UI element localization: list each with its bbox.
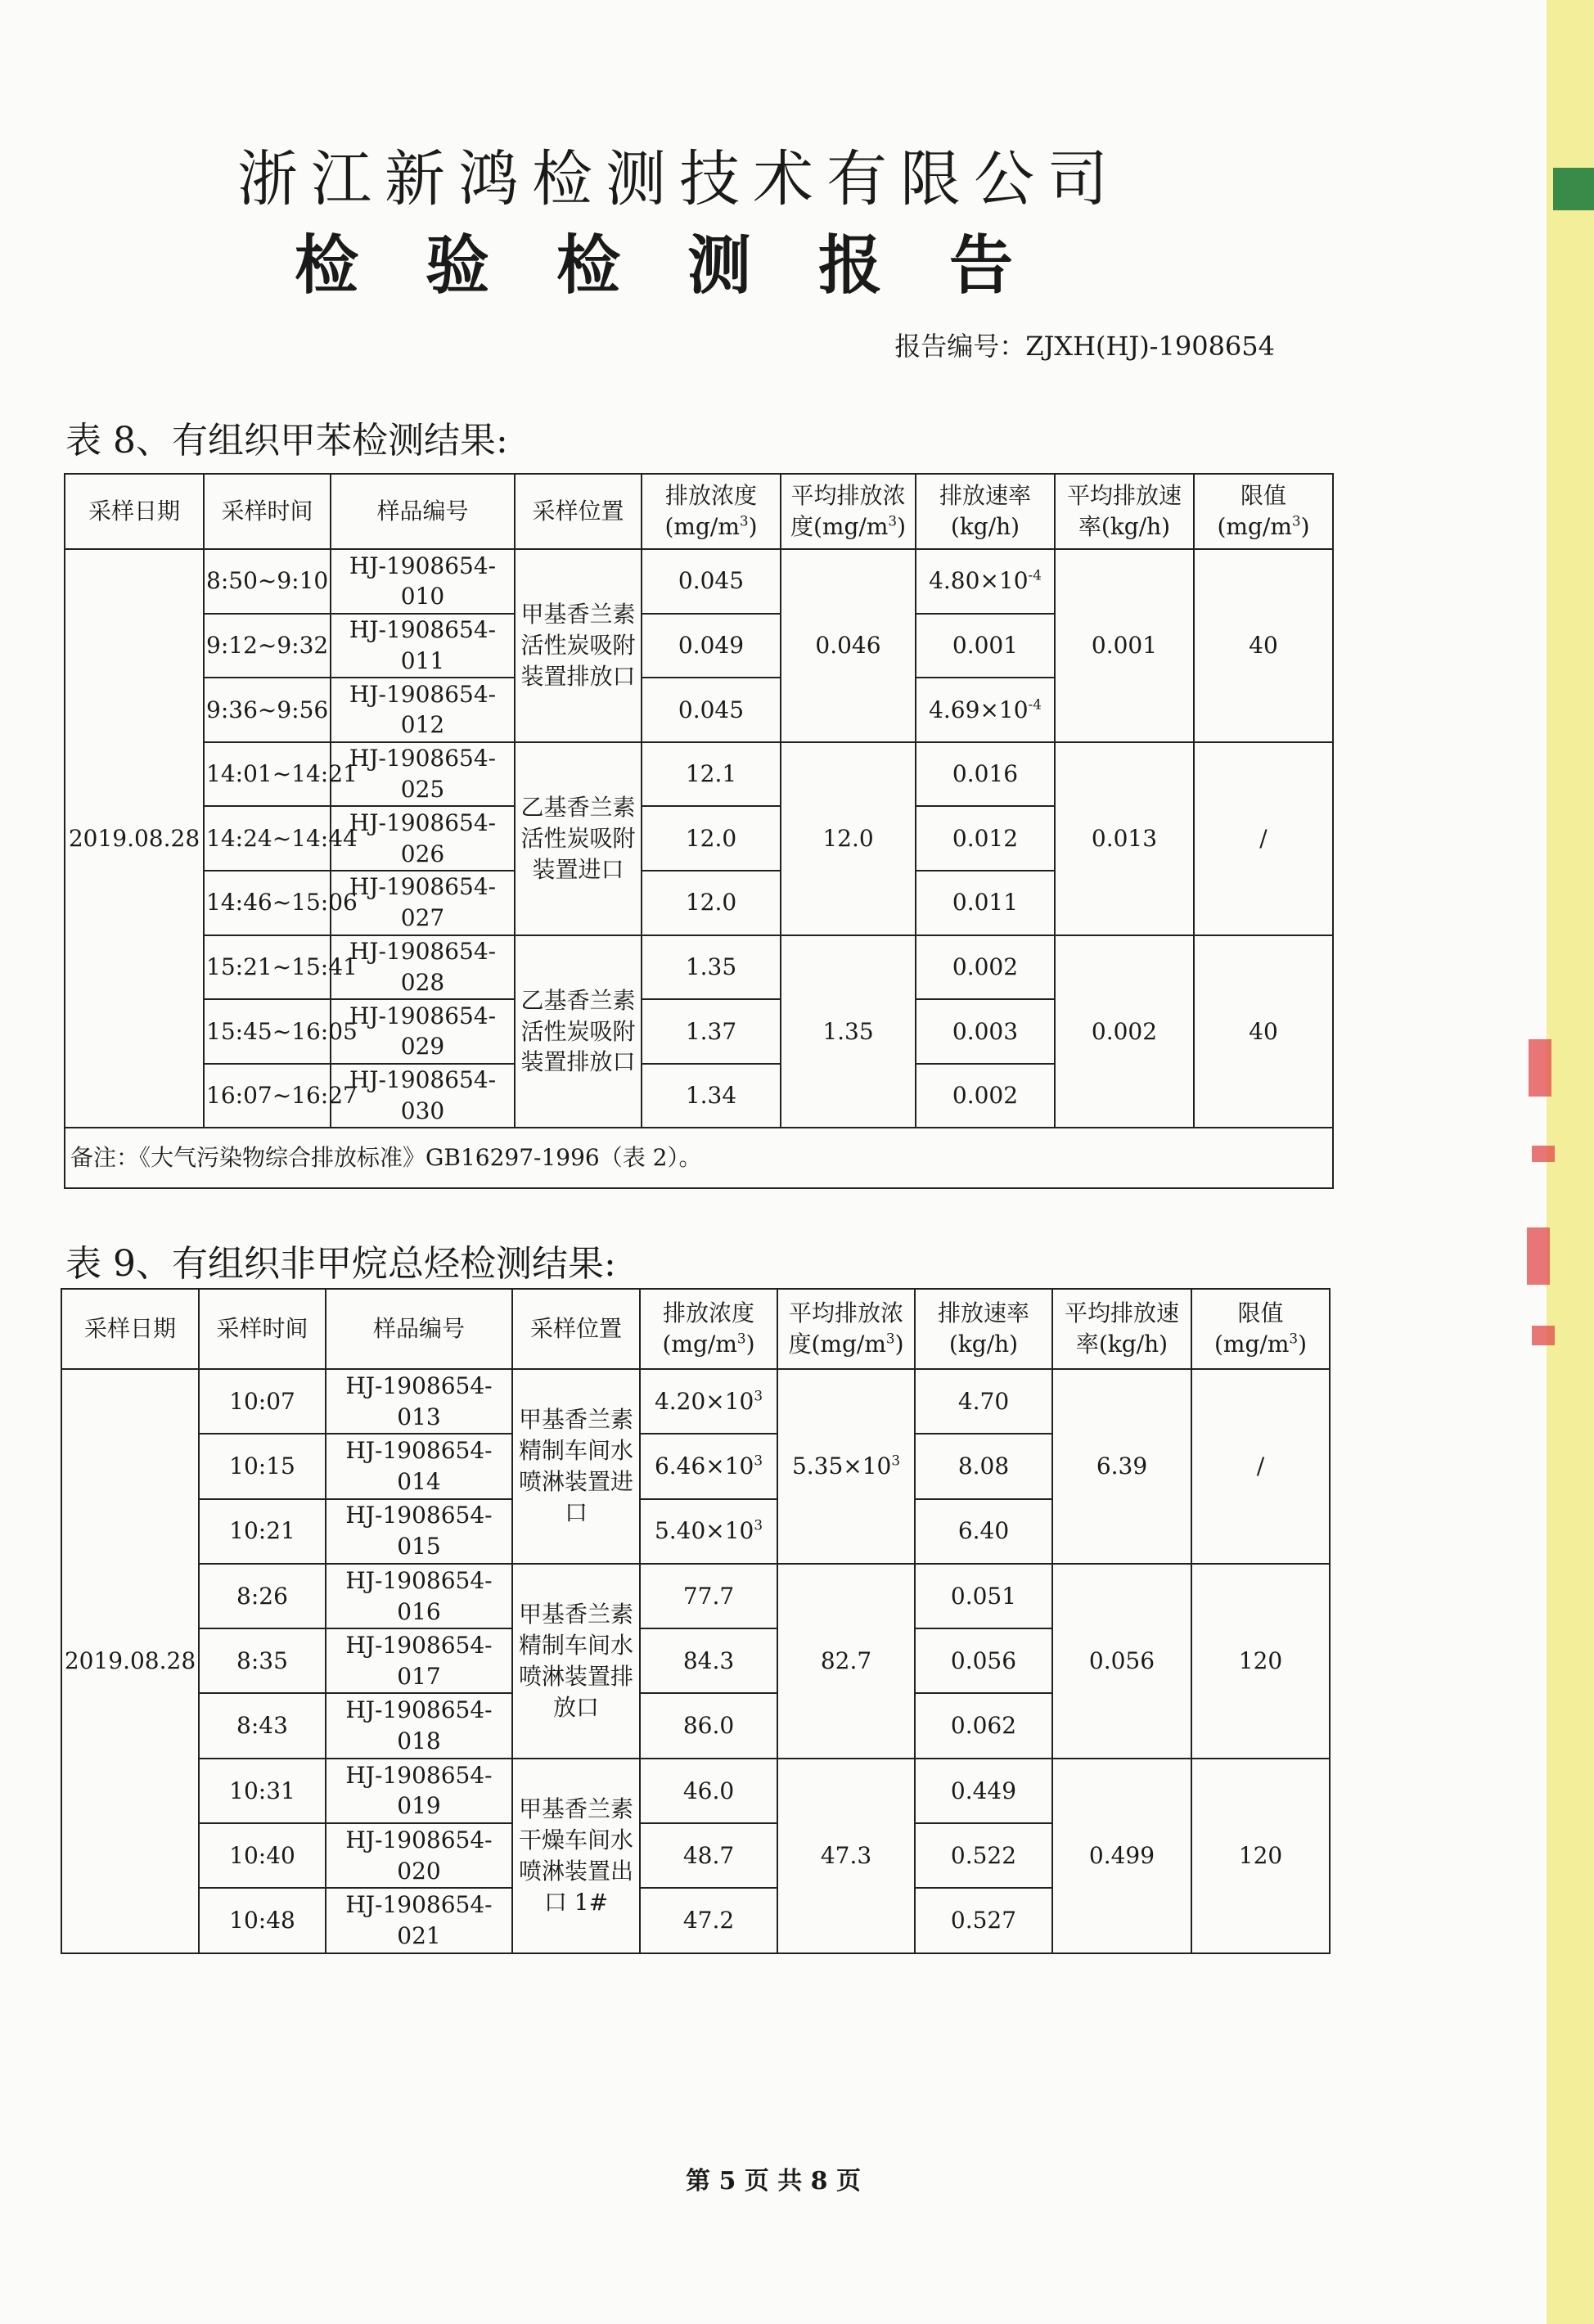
emission-conc-cell [640, 1823, 777, 1888]
sampling-location-cell: 乙基香兰素活性炭吸附装置进口 [515, 742, 642, 935]
sample-id-cell: HJ-1908654-030 [331, 1064, 515, 1128]
emission-conc-cell-value: 84.3 [682, 1646, 735, 1674]
emission-rate-cell: 0.527 [915, 1888, 1052, 1952]
sampling-time-cell: 15:45~16:05 [204, 999, 331, 1064]
sample-id-cell: HJ-1908654-020 [326, 1823, 512, 1888]
emission-conc-cell [640, 1564, 777, 1628]
limit-cell: / [1194, 742, 1333, 935]
sampling-location-cell: 乙基香兰素活性炭吸附装置排放口 [515, 935, 642, 1128]
emission-rate-cell-exponent: -4 [1028, 696, 1042, 713]
sampling-location-cell: 甲基香兰素活性炭吸附装置排放口 [515, 549, 642, 742]
avg-conc-cell-exponent: 3 [891, 1452, 901, 1469]
col-avg-rate-header: 平均排放速 率(kg/h) [1052, 1289, 1191, 1369]
green-tab-edge [1553, 168, 1594, 210]
sampling-time-cell: 10:07 [199, 1369, 326, 1434]
sample-id-cell: HJ-1908654-028 [331, 935, 515, 1000]
emission-rate-cell: 8.08 [915, 1434, 1052, 1498]
col-sample-id-header: 样品编号 [331, 474, 515, 549]
table-row [65, 742, 1333, 807]
sampling-time-cell: 8:43 [199, 1693, 326, 1758]
emission-rate-cell-value: 0.002 [952, 953, 1019, 980]
emission-conc-cell-value: 47.2 [682, 1907, 735, 1934]
note-row [65, 1128, 1333, 1188]
sample-id-cell: HJ-1908654-027 [331, 871, 515, 935]
emission-rate-cell [916, 614, 1055, 678]
sampling-time-cell: 10:31 [199, 1759, 326, 1823]
red-stamp-fragment [1532, 1146, 1555, 1162]
sampling-date-cell: 2019.08.28 [65, 549, 204, 1128]
standard-note: 备注：《大气污染物综合排放标准》GB16297-1996（表 2）。 [65, 1128, 1333, 1188]
sampling-location-cell: 甲基香兰素干燥车间水喷淋装置出口 1# [512, 1759, 640, 1953]
red-stamp-fragment [1532, 1326, 1555, 1345]
emission-rate-cell-value: 0.011 [952, 889, 1019, 917]
sampling-time-cell: 8:50~9:10 [204, 549, 331, 614]
sampling-time-cell: 8:35 [199, 1628, 326, 1693]
emission-rate-cell: 0.056 [915, 1628, 1052, 1693]
emission-rate-cell: 0.062 [915, 1693, 1052, 1758]
limit-cell: 40 [1194, 935, 1333, 1128]
sample-id-cell: HJ-1908654-016 [326, 1564, 512, 1628]
col-rate-header: 排放速率 (kg/h) [915, 1289, 1052, 1369]
sample-id-cell: HJ-1908654-018 [326, 1693, 512, 1758]
company-name: 浙江新鸿检测技术有限公司 [237, 144, 1121, 214]
avg-conc-cell [777, 1564, 915, 1759]
table9-caption: 表 9、有组织非甲烷总烃检测结果: [65, 1243, 616, 1285]
yellow-page-edge [1547, 0, 1594, 2324]
sampling-time-cell: 14:24~14:44 [204, 806, 331, 871]
sample-id-cell: HJ-1908654-015 [326, 1499, 512, 1564]
emission-rate-cell: 6.40 [915, 1499, 1052, 1564]
emission-conc-cell-exponent: 3 [754, 1452, 763, 1469]
page-footer: 第 5 页 共 8 页 [686, 2167, 861, 2196]
sampling-time-cell: 10:15 [199, 1434, 326, 1498]
table-row [61, 1564, 1330, 1628]
avg-rate-cell: 0.499 [1052, 1759, 1191, 1953]
emission-conc-cell-value: 6.46×10 [654, 1452, 754, 1480]
emission-rate-cell [916, 549, 1055, 614]
sample-id-cell: HJ-1908654-012 [331, 678, 515, 742]
emission-conc-cell: 0.045 [642, 678, 781, 742]
emission-conc-cell: 1.37 [642, 999, 781, 1064]
table9-nmhc-results [61, 1288, 1331, 1954]
emission-rate-cell [916, 1064, 1055, 1128]
sampling-location-cell: 甲基香兰素精制车间水喷淋装置排放口 [512, 1564, 640, 1759]
col-avg-rate-header: 平均排放速 率(kg/h) [1055, 474, 1194, 549]
table-row [65, 935, 1333, 1000]
emission-rate-cell: 4.70 [915, 1369, 1052, 1434]
emission-rate-cell-exponent: -4 [1028, 567, 1042, 584]
avg-conc-cell-value: 47.3 [820, 1841, 872, 1869]
emission-rate-cell [916, 742, 1055, 807]
emission-rate-cell-value: 0.001 [952, 631, 1019, 659]
col-time-header: 采样时间 [204, 474, 331, 549]
sample-id-cell: HJ-1908654-019 [326, 1759, 512, 1823]
report-number [894, 326, 1275, 363]
emission-rate-cell-value: 4.80×10 [929, 567, 1029, 595]
emission-rate-cell: 0.051 [915, 1564, 1052, 1628]
emission-conc-cell [640, 1369, 777, 1434]
table8-caption: 表 8、有组织甲苯检测结果: [65, 420, 508, 462]
limit-cell: 120 [1191, 1564, 1330, 1759]
emission-conc-cell [640, 1434, 777, 1498]
limit-cell: / [1191, 1369, 1330, 1564]
emission-rate-cell-value: 0.003 [952, 1017, 1019, 1045]
sample-id-cell: HJ-1908654-026 [331, 806, 515, 871]
report-number-label: 报告编号： [894, 331, 1026, 362]
avg-rate-cell: 0.013 [1055, 742, 1194, 935]
emission-rate-cell [916, 806, 1055, 871]
sampling-time-cell: 10:48 [199, 1888, 326, 1952]
sample-id-cell: HJ-1908654-011 [331, 614, 515, 678]
col-time-header: 采样时间 [199, 1289, 326, 1369]
col-sample-id-header: 样品编号 [326, 1289, 512, 1369]
emission-rate-cell-value: 4.69×10 [929, 696, 1029, 723]
emission-conc-cell [640, 1499, 777, 1564]
emission-conc-cell-exponent: 3 [754, 1517, 763, 1534]
red-stamp-fragment [1529, 1039, 1551, 1097]
sampling-time-cell: 9:36~9:56 [204, 678, 331, 742]
col-location-header: 采样位置 [512, 1289, 640, 1369]
emission-conc-cell-value: 77.7 [682, 1582, 735, 1610]
emission-rate-cell: 0.449 [915, 1759, 1052, 1823]
avg-rate-cell: 0.056 [1052, 1564, 1191, 1759]
table8-header-row [65, 474, 1333, 549]
table9-header-row [61, 1289, 1330, 1369]
avg-rate-cell: 0.001 [1055, 549, 1194, 742]
avg-conc-cell-value: 82.7 [820, 1646, 872, 1674]
emission-conc-cell-value: 48.7 [682, 1841, 735, 1869]
emission-rate-cell [916, 999, 1055, 1064]
avg-conc-cell-value: 5.35×10 [791, 1452, 892, 1480]
emission-conc-cell: 0.049 [642, 614, 781, 678]
emission-rate-cell: 0.522 [915, 1823, 1052, 1888]
col-limit-header: 限值$(mg/m^3)$ [1194, 474, 1333, 549]
col-limit-header: 限值$(mg/m^3)$ [1191, 1289, 1330, 1369]
emission-conc-cell: 12.1 [642, 742, 781, 807]
sample-id-cell: HJ-1908654-010 [331, 549, 515, 614]
sampling-time-cell: 10:21 [199, 1499, 326, 1564]
limit-cell: 40 [1194, 549, 1333, 742]
table-row [65, 549, 1333, 614]
emission-conc-cell-value: 5.40×10 [654, 1517, 754, 1545]
sampling-time-cell: 16:07~16:27 [204, 1064, 331, 1128]
sampling-time-cell: 15:21~15:41 [204, 935, 331, 1000]
emission-conc-cell [640, 1628, 777, 1693]
emission-rate-cell [916, 678, 1055, 742]
emission-conc-cell: 12.0 [642, 806, 781, 871]
sample-id-cell: HJ-1908654-014 [326, 1434, 512, 1498]
report-title: 检验检测报告 [294, 228, 1080, 303]
emission-conc-cell [640, 1693, 777, 1758]
avg-conc-cell: 12.0 [781, 742, 916, 935]
emission-rate-cell [916, 871, 1055, 935]
sampling-location-cell: 甲基香兰素精制车间水喷淋装置进口 [512, 1369, 640, 1564]
emission-conc-cell: 1.34 [642, 1064, 781, 1128]
sampling-time-cell: 9:12~9:32 [204, 614, 331, 678]
report-number-value: ZJXH(HJ)-1908654 [1025, 331, 1275, 362]
red-stamp-fragment [1527, 1227, 1550, 1285]
col-date-header: 采样日期 [61, 1289, 199, 1369]
col-conc-header: 排放浓度 $(mg/m^3)$ [640, 1289, 777, 1369]
emission-conc-cell [640, 1759, 777, 1823]
sample-id-cell: HJ-1908654-013 [326, 1369, 512, 1434]
emission-conc-cell: 1.35 [642, 935, 781, 1000]
avg-rate-cell: 6.39 [1052, 1369, 1191, 1564]
sample-id-cell: HJ-1908654-025 [331, 742, 515, 807]
emission-conc-cell-value: 86.0 [682, 1712, 735, 1740]
emission-conc-cell [640, 1888, 777, 1952]
emission-conc-cell: 0.045 [642, 549, 781, 614]
emission-conc-cell: 12.0 [642, 871, 781, 935]
sampling-time-cell: 14:01~14:21 [204, 742, 331, 807]
col-date-header: 采样日期 [65, 474, 204, 549]
table8-toluene-results [64, 473, 1334, 1189]
col-avg-conc-header: 平均排放浓 度$(mg/m^3)$ [777, 1289, 915, 1369]
avg-conc-cell: 0.046 [781, 549, 916, 742]
avg-conc-cell: 1.35 [781, 935, 916, 1128]
col-rate-header: 排放速率 (kg/h) [916, 474, 1055, 549]
avg-rate-cell: 0.002 [1055, 935, 1194, 1128]
col-location-header: 采样位置 [515, 474, 642, 549]
sample-id-cell: HJ-1908654-029 [331, 999, 515, 1064]
col-conc-header: 排放浓度 $(mg/m^3)$ [642, 474, 781, 549]
emission-rate-cell-value: 0.002 [952, 1082, 1019, 1110]
sampling-time-cell: 10:40 [199, 1823, 326, 1888]
emission-rate-cell [916, 935, 1055, 1000]
sampling-time-cell: 8:26 [199, 1564, 326, 1628]
emission-rate-cell-value: 0.016 [952, 760, 1019, 788]
avg-conc-cell [777, 1759, 915, 1953]
table-row [61, 1369, 1330, 1434]
emission-conc-cell-exponent: 3 [754, 1387, 763, 1404]
sampling-date-cell: 2019.08.28 [61, 1369, 199, 1953]
sampling-time-cell: 14:46~15:06 [204, 871, 331, 935]
col-avg-conc-header: 平均排放浓 度$(mg/m^3)$ [781, 474, 916, 549]
limit-cell: 120 [1191, 1759, 1330, 1953]
emission-conc-cell-value: 4.20×10 [654, 1387, 754, 1415]
avg-conc-cell [777, 1369, 915, 1564]
sample-id-cell: HJ-1908654-021 [326, 1888, 512, 1952]
emission-conc-cell-value: 46.0 [682, 1777, 735, 1804]
sample-id-cell: HJ-1908654-017 [326, 1628, 512, 1693]
emission-rate-cell-value: 0.012 [952, 824, 1019, 852]
table-row [61, 1759, 1330, 1823]
